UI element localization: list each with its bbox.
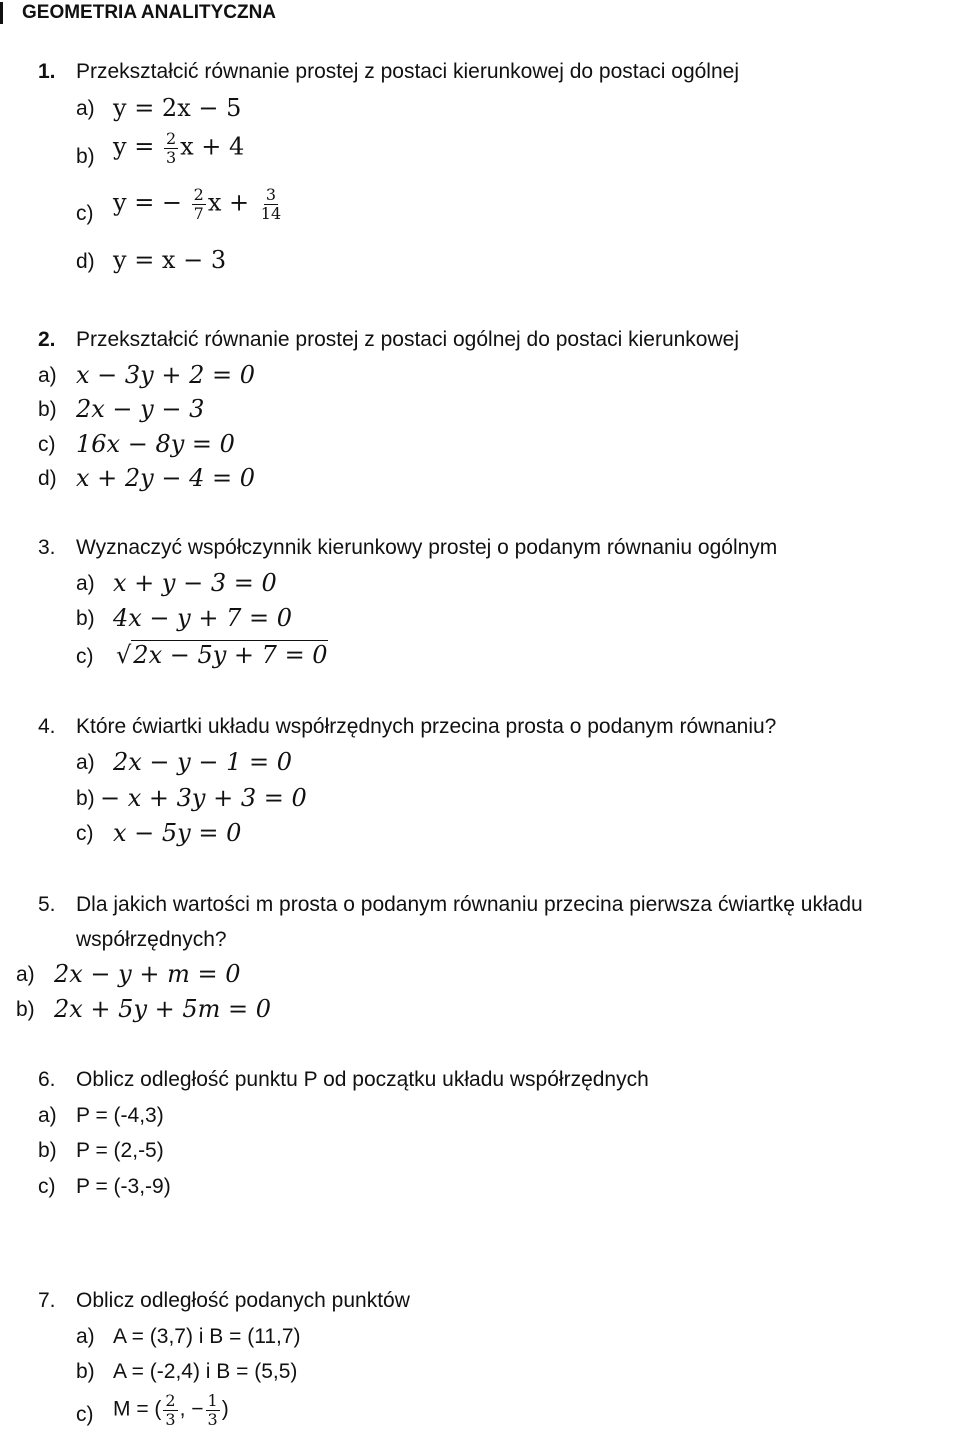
task-2-number: 2.	[38, 328, 56, 351]
task-1-text: Przekształcić równanie prostej z postaci kierunkowej do postaci ogólnej	[76, 60, 739, 83]
task-7-item-c-label: c)	[76, 1403, 94, 1426]
task-2-item-b-expr: 2x − y − 3	[76, 395, 205, 423]
header-marker	[0, 2, 3, 24]
task-1-item-c-label: c)	[76, 202, 94, 225]
task-2-item-b-label: b)	[38, 398, 57, 421]
task-2-item-d-label: d)	[38, 467, 57, 490]
task-5-text-continued: współrzędnych?	[76, 928, 227, 951]
task-2-item-c-expr: 16x − 8y = 0	[76, 430, 235, 458]
task-7-number: 7.	[38, 1289, 56, 1312]
fraction: $\frac{2}{7}$	[193, 185, 204, 223]
task-3-item-a-expr: x + y − 3 = 0	[113, 569, 277, 597]
task-1-item-b-expr: y = $\frac{2}{3}$ x + 4	[113, 129, 245, 167]
task-5-text: Dla jakich wartości m prosta o podanym równaniu przecina pierwsza ćwiartkę układu	[76, 893, 863, 916]
task-6-item-b-expr: P = (2,-5)	[76, 1139, 164, 1162]
task-6-item-c-expr: P = (-3,-9)	[76, 1175, 171, 1198]
task-5-item-a-label: a)	[16, 963, 35, 986]
task-7-item-b-label: b)	[76, 1360, 95, 1383]
task-7-item-a-expr: A = (3,7) i B = (11,7)	[113, 1325, 301, 1348]
task-5-item-b-expr: 2x + 5y + 5m = 0	[54, 995, 272, 1023]
task-4-item-c-expr: x − 5y = 0	[113, 819, 242, 847]
task-7-text: Oblicz odległość podanych punktów	[76, 1289, 410, 1312]
task-1-item-a-label: a)	[76, 97, 95, 120]
task-4-number: 4.	[38, 715, 56, 738]
fraction: $\frac{2}{3}$	[165, 1391, 176, 1429]
task-5-item-a-expr: 2x − y + m = 0	[54, 960, 241, 988]
task-6-number: 6.	[38, 1068, 56, 1091]
task-5-item-b-label: b)	[16, 998, 35, 1021]
task-1-item-d-label: d)	[76, 250, 95, 273]
task-4-item-b-label: b)	[76, 787, 95, 810]
task-3-item-b-expr: 4x − y + 7 = 0	[113, 604, 293, 632]
task-2-item-a-label: a)	[38, 364, 57, 387]
document-title: GEOMETRIA ANALITYCZNA	[22, 2, 277, 23]
square-root: √2x − 5y + 7 = 0	[116, 641, 328, 669]
task-2-text: Przekształcić równanie prostej z postaci ogólnej do postaci kierunkowej	[76, 328, 739, 351]
task-3-item-b-label: b)	[76, 607, 95, 630]
task-2-item-d-expr: x + 2y − 4 = 0	[76, 464, 256, 492]
fraction: $\frac{1}{3}$	[207, 1391, 218, 1429]
task-4-item-b-expr: − x + 3y + 3 = 0	[100, 784, 307, 812]
task-1-item-d-expr: y = x − 3	[113, 246, 227, 274]
task-6-item-a-expr: P = (-4,3)	[76, 1104, 164, 1127]
task-4-text: Które ćwiartki układu współrzędnych przecina prosta o podanym równaniu?	[76, 715, 777, 738]
fraction: $\frac{3}{14}$	[260, 185, 282, 223]
task-1-item-b-label: b)	[76, 145, 95, 168]
task-7-item-c-expr: M = ( $\frac{2}{3}$ , − $\frac{1}{3}$ )	[113, 1391, 229, 1429]
task-1-item-c-expr: y = − $\frac{2}{7}$ x + $\frac{3}{14}$	[113, 185, 282, 223]
task-4-item-c-label: c)	[76, 822, 94, 845]
task-1-number: 1.	[38, 60, 56, 83]
task-4-item-a-label: a)	[76, 751, 95, 774]
task-5-number: 5.	[38, 893, 56, 916]
task-7-item-b-expr: A = (-2,4) i B = (5,5)	[113, 1360, 298, 1383]
task-3-item-c-expr	[116, 640, 328, 669]
task-6-text: Oblicz odległość punktu P od początku układu współrzędnych	[76, 1068, 649, 1091]
task-1-item-a-expr: y = 2x − 5	[113, 94, 242, 122]
task-6-item-c-label: c)	[38, 1175, 56, 1198]
task-2-item-a-expr: x − 3y + 2 = 0	[76, 361, 256, 389]
task-6-item-b-label: b)	[38, 1139, 57, 1162]
task-7-item-a-label: a)	[76, 1325, 95, 1348]
task-4-item-a-expr: 2x − y − 1 = 0	[113, 748, 293, 776]
task-3-text: Wyznaczyć współczynnik kierunkowy prostej o podanym równaniu ogólnym	[76, 536, 778, 559]
task-3-item-c-label: c)	[76, 645, 94, 668]
task-3-item-a-label: a)	[76, 572, 95, 595]
task-3-number: 3.	[38, 536, 56, 559]
task-2-item-c-label: c)	[38, 433, 56, 456]
fraction: $\frac{2}{3}$	[165, 129, 177, 167]
task-6-item-a-label: a)	[38, 1104, 57, 1127]
